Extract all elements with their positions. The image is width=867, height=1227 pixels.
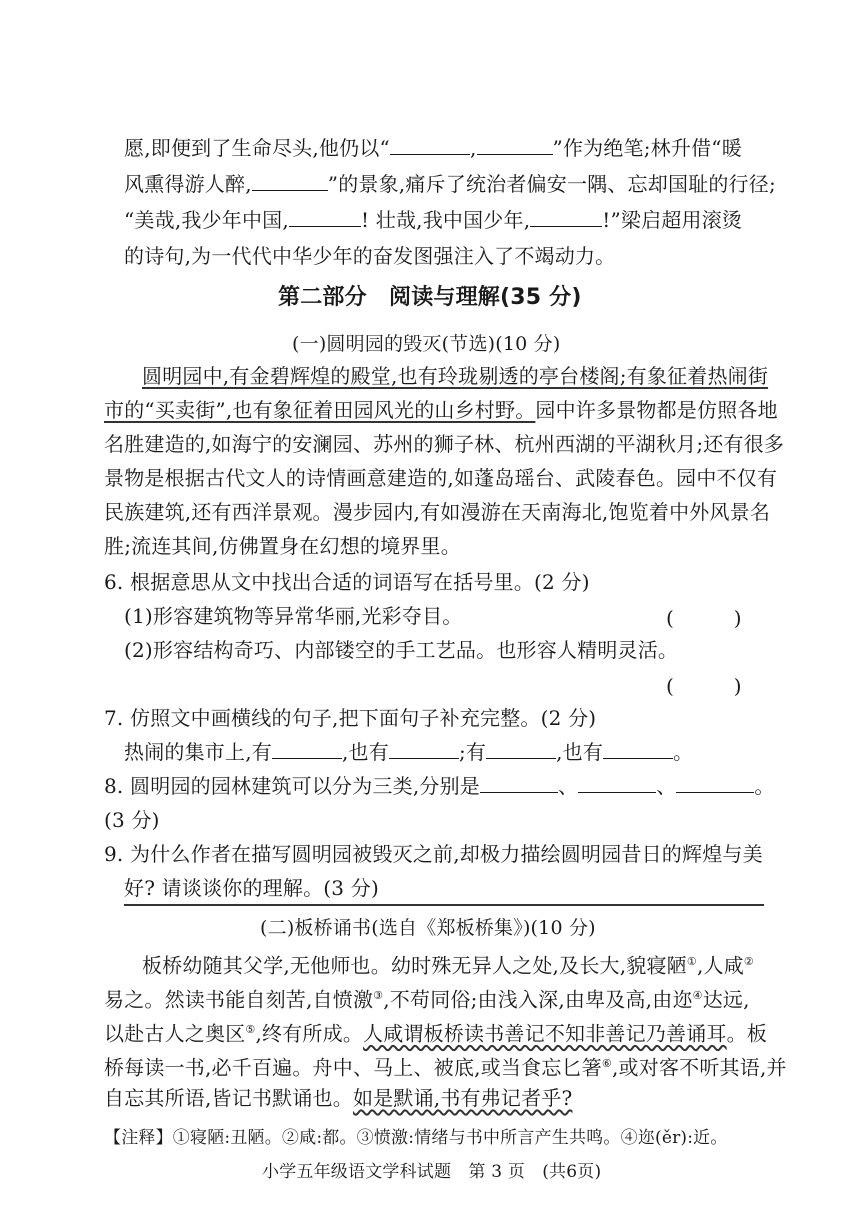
text: 板桥幼随其父学,无他师也。幼时殊无异人之处,及长大,貌寝陋: [142, 953, 687, 978]
answer-blank[interactable]: [289, 206, 361, 227]
answer-parentheses[interactable]: ( ): [666, 674, 742, 698]
intro-line-3: [124, 206, 742, 234]
answer-blank[interactable]: [390, 134, 470, 155]
text: !”梁启超用滚烫: [602, 208, 743, 232]
text: 。: [673, 740, 694, 764]
text: ,也有: [341, 740, 389, 764]
answer-parentheses[interactable]: ( ): [666, 606, 742, 630]
text: 、: [558, 774, 579, 798]
question-7: 7. 仿照文中画横线的句子,把下面句子补充完整。(2 分): [104, 706, 597, 730]
passage-line: 名胜建造的,如海宁的安澜园、苏州的狮子林、杭州西湖的平湖秋月;还有很多: [104, 432, 785, 456]
answer-blank[interactable]: [252, 170, 328, 191]
text: 园中许多景物都是仿照各地: [535, 398, 778, 422]
text: ,: [469, 136, 477, 160]
q6-item-2: (2)形容结构奇巧、内部镂空的手工艺品。也形容人精明灵活。: [124, 638, 679, 662]
text: ,人咸: [696, 953, 744, 978]
answer-blank[interactable]: [477, 134, 553, 155]
text: ”的景象,痛斥了统治者偏安一隅、忘却国耻的行径;: [327, 172, 776, 196]
passage-line: [104, 1050, 787, 1082]
text: 愿,即便到了生命尽头,他仍以“: [124, 136, 390, 160]
q7-sentence: [124, 738, 693, 766]
underlined-sentence: 市的“买卖街”,也有象征着田园风光的山乡村野。: [104, 398, 536, 422]
passage-line: [142, 362, 768, 390]
answer-blank[interactable]: [603, 738, 673, 759]
q8-score: (3 分): [104, 808, 160, 832]
footnote-marker: ①: [686, 955, 697, 968]
passage-line: 景物是根据古代文人的诗情画意建造的,如蓬岛瑶台、武陵春色。园中不仅有: [104, 466, 778, 490]
question-6: 6. 根据意思从文中找出合适的词语写在括号里。(2 分): [104, 570, 590, 594]
text: ,也有: [556, 740, 604, 764]
passage-line: [104, 1016, 767, 1048]
footnote-marker: ②: [743, 955, 754, 968]
answer-line[interactable]: [124, 904, 764, 906]
section-title: (一)圆明园的毁灭(节选)(10 分): [292, 333, 561, 355]
text: 达远,: [702, 987, 750, 1012]
answer-blank[interactable]: [578, 772, 656, 793]
text: 8. 圆明园的园林建筑可以分为三类,分别是: [104, 774, 480, 798]
page-footer: 小学五年级语文学科试题 第 3 页 (共6页): [262, 1162, 602, 1182]
intro-line-4: 的诗句,为一代代中华少年的奋发图强注入了不竭动力。: [124, 244, 616, 268]
q6-item-1: (1)形容建筑物等异常华丽,光彩夺目。: [124, 604, 463, 628]
text: 、: [656, 774, 677, 798]
underlined-sentence: 圆明园中,有金碧辉煌的殿堂,也有玲珑剔透的亭台楼阁;有象征着热闹街: [142, 364, 769, 388]
passage-line: [142, 948, 754, 980]
text: 风熏得游人醉,: [124, 172, 252, 196]
footnote-marker: ⑤: [245, 1023, 256, 1036]
text: ”作为绝笔;林升借“暖: [552, 136, 742, 160]
footnote-marker: ④: [692, 989, 703, 1002]
wavy-underlined-sentence: 如是默诵,书有弗记者乎?: [352, 1086, 573, 1110]
text: ,不苟同俗;由浅入深,由卑及高,由迩: [383, 987, 693, 1012]
footnote-marker: ③: [373, 989, 384, 1002]
answer-blank[interactable]: [480, 772, 558, 793]
answer-blank[interactable]: [389, 738, 459, 759]
answer-blank[interactable]: [486, 738, 556, 759]
text: 以赴古人之奥区: [104, 1021, 246, 1046]
text: ,终有所成。: [255, 1021, 364, 1046]
passage-line: [104, 982, 750, 1014]
wavy-underlined-sentence: 人咸谓板桥读书善记不知非善记乃善诵耳: [363, 1021, 727, 1046]
text: ,或对客不听其语,并: [611, 1055, 787, 1080]
text: 自忘其所语,皆记书默诵也。: [104, 1086, 353, 1110]
passage-line: [104, 1084, 572, 1112]
text: 。: [754, 774, 775, 798]
answer-blank[interactable]: [272, 738, 342, 759]
footnote-marker: ⑥: [601, 1057, 612, 1070]
intro-line-2: [124, 170, 776, 198]
question-9-cont: 好? 请谈谈你的理解。(3 分): [124, 876, 379, 900]
text: 。板: [726, 1021, 768, 1046]
text: 易之。然读书能自刻苦,自愤激: [104, 987, 374, 1012]
question-9: 9. 为什么作者在描写圆明园被毁灭之前,却极力描绘圆明园昔日的辉煌与美: [104, 842, 763, 866]
answer-blank[interactable]: [676, 772, 754, 793]
text: “美哉,我少年中国,: [124, 208, 289, 232]
intro-line-1: [124, 134, 742, 162]
text: 桥每读一书,必千百遍。舟中、马上、被底,或当食忘匕箸: [104, 1055, 602, 1080]
section-title: (二)板桥诵书(选自《郑板桥集》)(10 分): [260, 917, 596, 939]
text: ;有: [458, 740, 487, 764]
text: ! 壮哉,我中国少年,: [360, 208, 531, 232]
answer-blank[interactable]: [530, 206, 602, 227]
passage-line: [104, 396, 778, 424]
passage-line: 民族建筑,还有西洋景观。漫步园内,有如漫游在天南海北,饱览着中外风景名: [104, 500, 771, 524]
question-8: [104, 772, 775, 800]
annotation-note: 【注释】①寝陋:丑陋。②咸:都。③愤激:情绪与书中所言产生共鸣。④迩(ěr):近。: [104, 1128, 728, 1148]
passage-line: 胜;流连其间,仿佛置身在幻想的境界里。: [104, 534, 461, 558]
text: 热闹的集市上,有: [124, 740, 272, 764]
part-title: 第二部分 阅读与理解(35 分): [278, 285, 582, 310]
